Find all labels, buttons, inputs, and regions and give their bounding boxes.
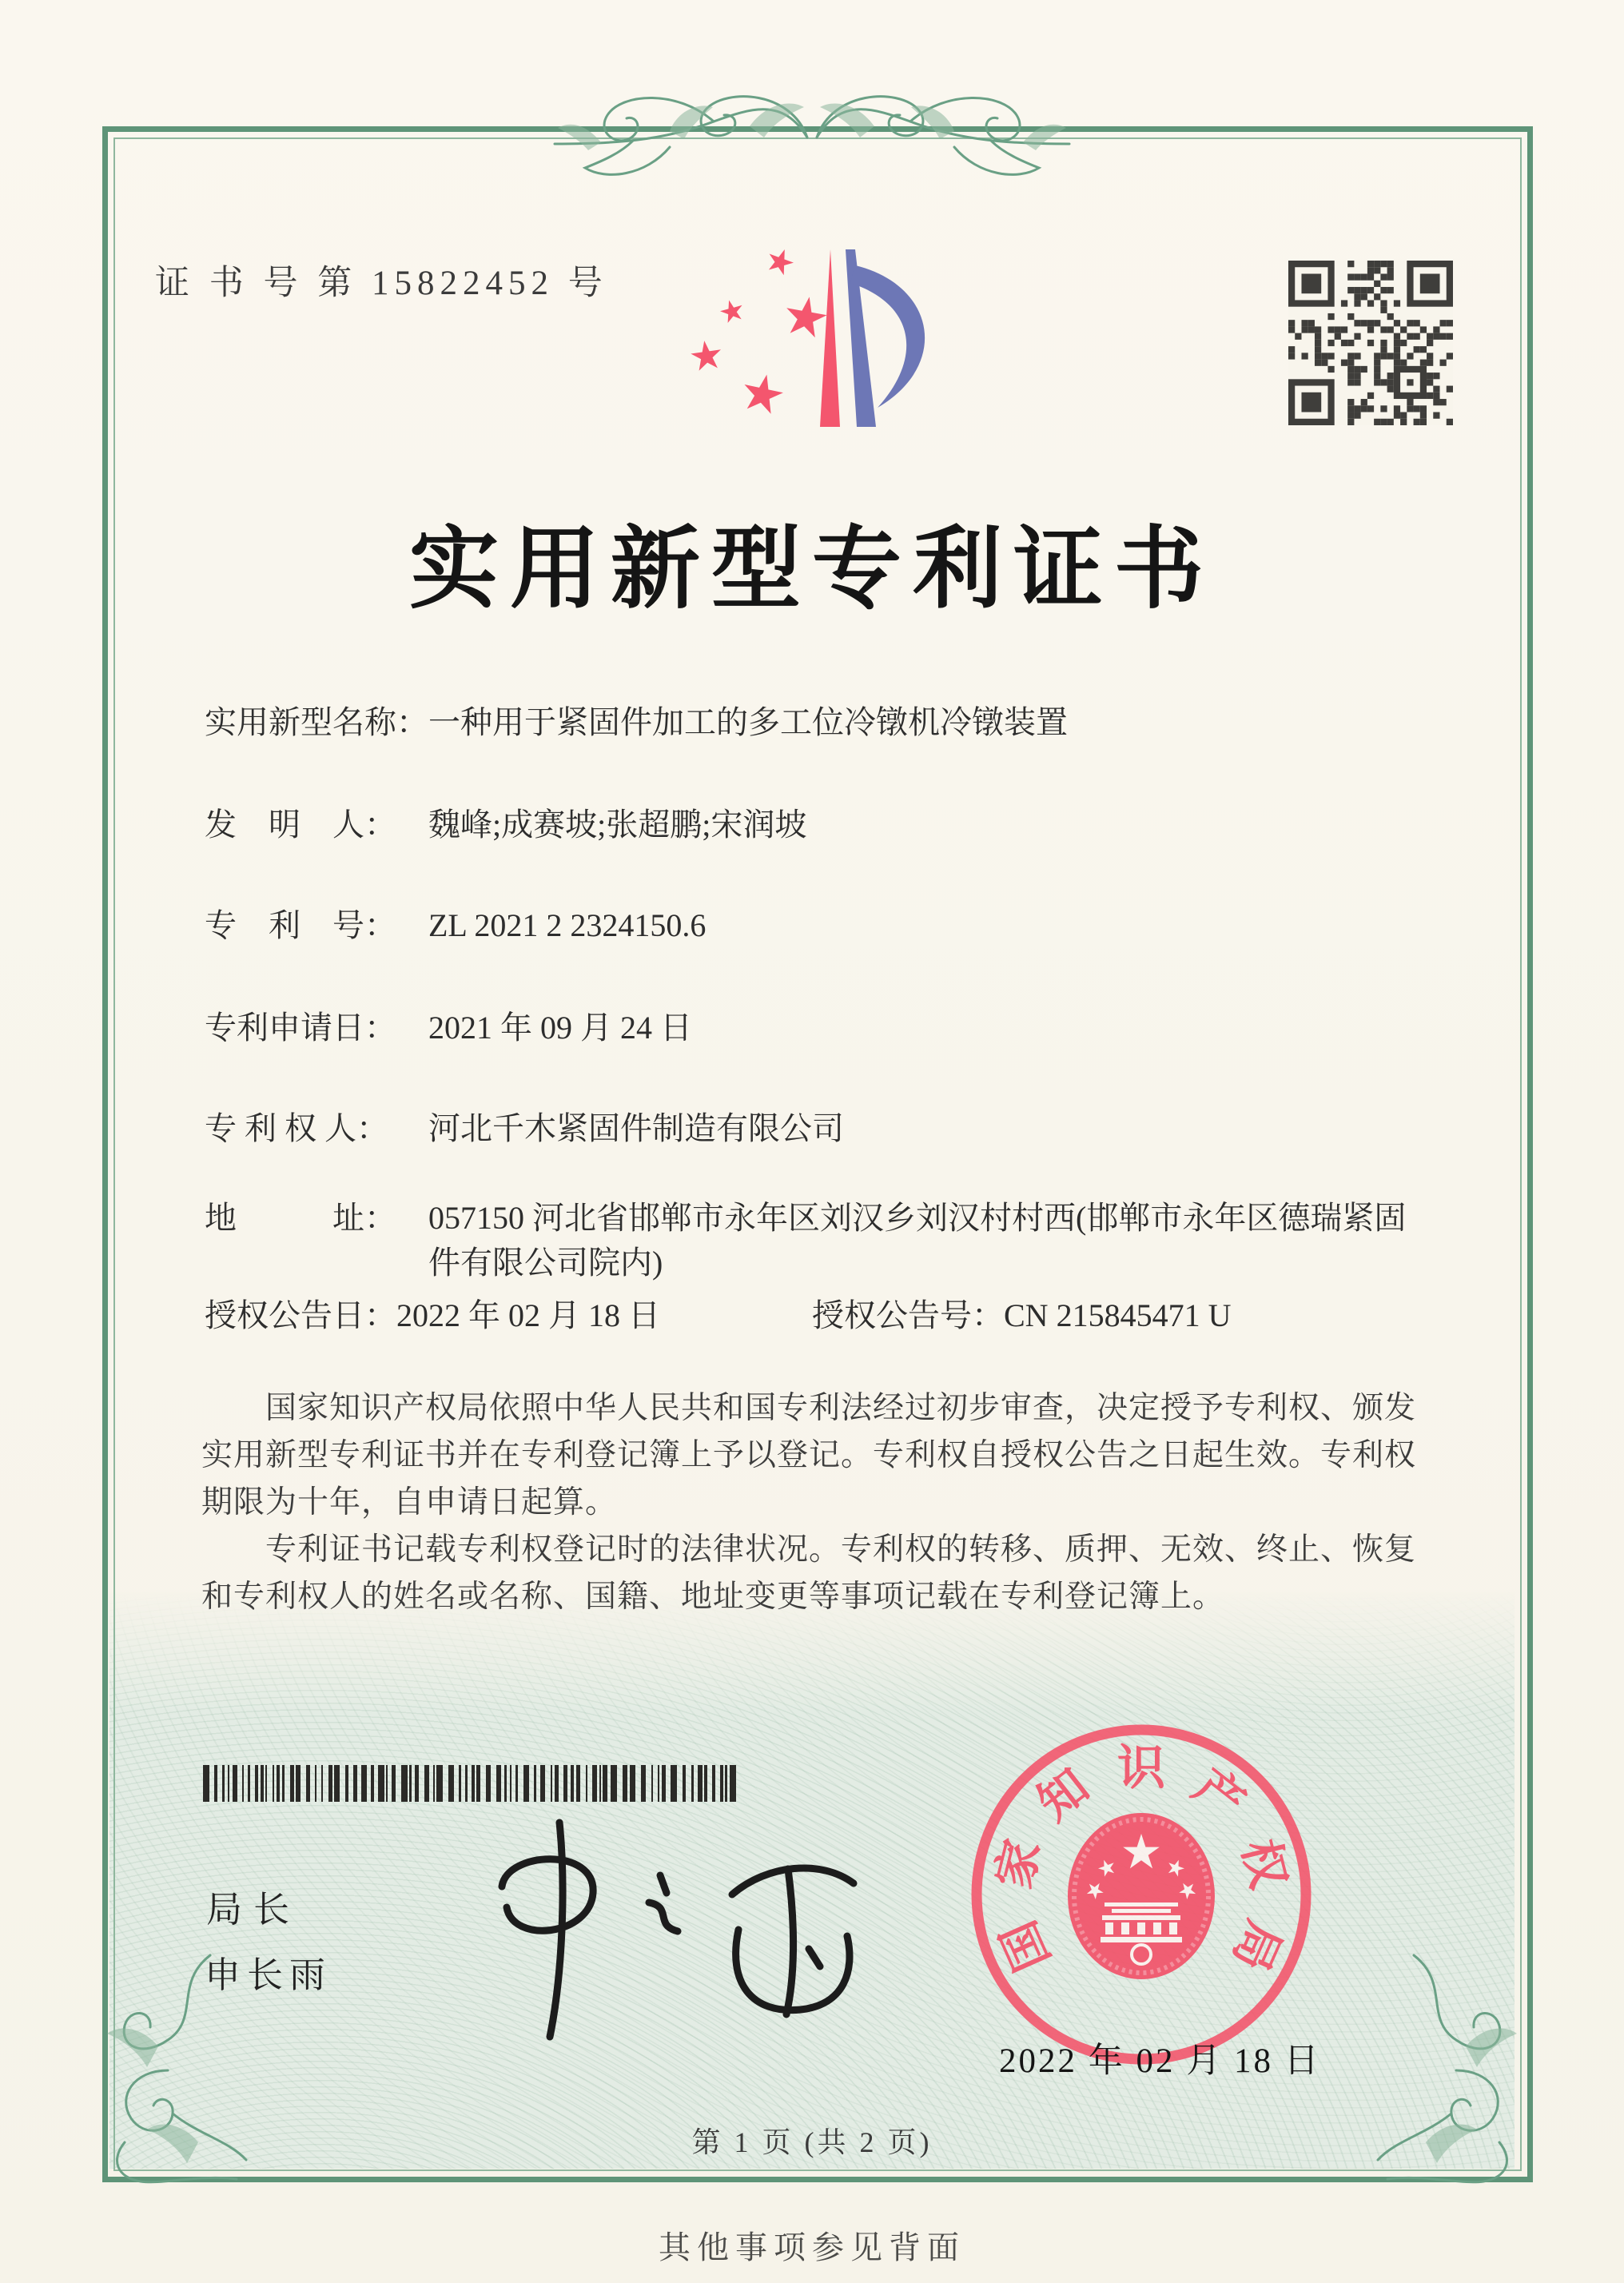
barcode-bar xyxy=(504,1765,507,1802)
barcode-bar xyxy=(592,1765,597,1802)
barcode-bar xyxy=(424,1765,429,1802)
barcode-bar xyxy=(534,1765,536,1802)
barcode-bar xyxy=(586,1765,587,1802)
barcode-bar xyxy=(571,1765,574,1802)
barcode-bar xyxy=(510,1765,511,1802)
barcode-bar xyxy=(242,1765,244,1802)
barcode-bar xyxy=(611,1765,617,1802)
field-label: 地 址： xyxy=(205,1200,396,1236)
grant-date-label: 授权公告日： xyxy=(205,1297,396,1333)
barcode-bar xyxy=(378,1765,384,1802)
barcode-bar xyxy=(641,1765,646,1802)
barcode-bar xyxy=(321,1765,323,1802)
barcode-bar xyxy=(255,1765,258,1802)
barcode-bar xyxy=(409,1765,412,1802)
barcode-bar xyxy=(730,1765,736,1802)
seal-char: 家 xyxy=(987,1834,1050,1894)
barcode-bar xyxy=(671,1765,677,1802)
cnipa-logo xyxy=(686,237,938,438)
barcode-bar xyxy=(496,1765,501,1802)
barcode-bar xyxy=(315,1765,316,1802)
director-name: 申长雨 xyxy=(205,1954,332,1995)
barcode-bar xyxy=(603,1765,607,1802)
logo-stars-icon xyxy=(691,249,826,414)
field-row-filing-date xyxy=(205,1006,1451,1050)
barcode-bar xyxy=(523,1765,529,1802)
director-title: 局长 xyxy=(206,1889,301,1930)
barcode-bar xyxy=(704,1765,707,1802)
field-value: ZL 2021 2 2324150.6 xyxy=(428,907,707,943)
field-value: 057150 河北省邯郸市永年区刘汉乡刘汉村村西(邯郸市永年区德瑞紧固件有限公司院内) xyxy=(428,1200,1407,1281)
field-row-patentee xyxy=(205,1106,1451,1151)
field-value: 2021 年 09 月 24 日 xyxy=(428,1010,692,1046)
barcode-bar xyxy=(277,1765,280,1802)
barcode-bar xyxy=(691,1765,694,1802)
field-row-patent-number xyxy=(205,903,1451,948)
field-value: 魏峰;成赛坡;张超鹏;宋润坡 xyxy=(428,807,807,843)
barcode-bar xyxy=(392,1765,396,1802)
grant-number-label: 授权公告号： xyxy=(812,1297,1004,1333)
barcode-bar xyxy=(662,1765,666,1802)
barcode-bar xyxy=(353,1765,357,1802)
barcode-bar xyxy=(273,1765,274,1802)
barcode-bar xyxy=(563,1765,567,1802)
grant-date-value: 2022 年 02 月 18 日 xyxy=(396,1297,660,1333)
field-label: 专 利 权 人： xyxy=(205,1110,388,1146)
barcode-bar xyxy=(448,1765,454,1802)
barcode-bar xyxy=(282,1765,285,1802)
barcode-bar xyxy=(725,1765,727,1802)
barcode-bar xyxy=(476,1765,480,1802)
field-label: 发 明 人： xyxy=(205,807,396,843)
barcode-bar xyxy=(328,1765,332,1802)
seal-char: 产 xyxy=(1184,1759,1255,1831)
seal-char: 权 xyxy=(1232,1834,1296,1894)
barcode xyxy=(203,1765,754,1802)
field-label: 专利申请日： xyxy=(205,1010,396,1046)
barcode-bar xyxy=(623,1765,627,1802)
barcode-bar xyxy=(401,1765,408,1802)
field-value: 河北千木紧固件制造有限公司 xyxy=(428,1110,844,1146)
qr-code xyxy=(1288,261,1453,425)
legal-paragraph-1: 国家知识产权局依照中华人民共和国专利法经过初步审查，决定授予专利权、颁发实用新型专利证书并在专利登记簿上予以登记。专利权自授权公告之日起生效。专利权期限为十年，自申请日起算。 xyxy=(201,1391,1417,1520)
barcode-bar xyxy=(261,1765,264,1802)
barcode-bar xyxy=(436,1765,443,1802)
official-seal xyxy=(961,1711,1322,2078)
barcode-bar xyxy=(361,1765,367,1802)
barcode-bar xyxy=(290,1765,294,1802)
barcode-bar xyxy=(658,1765,659,1802)
barcode-bar xyxy=(306,1765,310,1802)
top-flourish-ornament xyxy=(550,74,1074,216)
barcode-bar xyxy=(459,1765,461,1802)
barcode-bar xyxy=(551,1765,552,1802)
field-value: 一种用于紧固件加工的多工位冷镦机冷镦装置 xyxy=(428,704,1068,740)
barcode-bar xyxy=(386,1765,388,1802)
barcode-bar xyxy=(415,1765,419,1802)
barcode-bar xyxy=(720,1765,723,1802)
page-title: 实用新型专利证书 xyxy=(409,520,1215,620)
field-label: 专 利 号： xyxy=(205,907,396,943)
barcode-bar xyxy=(515,1765,518,1802)
seal-char: 局 xyxy=(1222,1913,1291,1979)
field-row-inventors xyxy=(205,803,1451,847)
field-row-name xyxy=(205,700,1451,745)
barcode-bar xyxy=(228,1765,229,1802)
page-number: 第 1 页 (共 2 页) xyxy=(691,2126,933,2158)
barcode-bar xyxy=(555,1765,559,1802)
seal-char: 知 xyxy=(1028,1759,1099,1831)
seal-char: 识 xyxy=(1117,1742,1165,1795)
barcode-bar xyxy=(486,1765,491,1802)
national-emblem-icon xyxy=(1068,1813,1215,1979)
back-note: 其他事项参见背面 xyxy=(659,2229,965,2265)
barcode-bar xyxy=(576,1765,580,1802)
barcode-bar xyxy=(265,1765,267,1802)
director-signature xyxy=(440,1808,895,2056)
field-row-address xyxy=(205,1196,1451,1285)
barcode-bar xyxy=(248,1765,250,1802)
barcode-bar xyxy=(651,1765,653,1802)
seal-char: 国 xyxy=(992,1913,1061,1979)
grant-row xyxy=(205,1293,1451,1338)
barcode-bar xyxy=(540,1765,545,1802)
barcode-bar xyxy=(371,1765,374,1802)
barcode-bar xyxy=(712,1765,715,1802)
barcode-bar xyxy=(296,1765,301,1802)
barcode-bar xyxy=(698,1765,703,1802)
barcode-bar xyxy=(345,1765,348,1802)
legal-paragraph-2: 专利证书记载专利权登记时的法律状况。专利权的转移、质押、无效、终止、恢复和专利权人的姓名或名称、国籍、地址变更等事项记载在专利登记簿上。 xyxy=(201,1532,1417,1614)
legal-text xyxy=(201,1385,1439,1620)
certificate-number: 证 书 号 第 15822452 号 xyxy=(155,265,608,302)
barcode-bar xyxy=(214,1765,217,1802)
barcode-bar xyxy=(599,1765,601,1802)
logo-red-wedge-icon xyxy=(820,249,840,427)
seal-date: 2022 年 02 月 18 日 xyxy=(999,2042,1321,2080)
barcode-bar xyxy=(233,1765,237,1802)
barcode-bar xyxy=(630,1765,635,1802)
field-label: 实用新型名称： xyxy=(205,704,428,740)
grant-number-value: CN 215845471 U xyxy=(1004,1297,1232,1333)
barcode-bar xyxy=(472,1765,475,1802)
barcode-bar xyxy=(433,1765,435,1802)
barcode-bar xyxy=(203,1765,209,1802)
barcode-bar xyxy=(683,1765,686,1802)
barcode-bar xyxy=(222,1765,225,1802)
barcode-bar xyxy=(334,1765,340,1802)
barcode-bar xyxy=(465,1765,468,1802)
